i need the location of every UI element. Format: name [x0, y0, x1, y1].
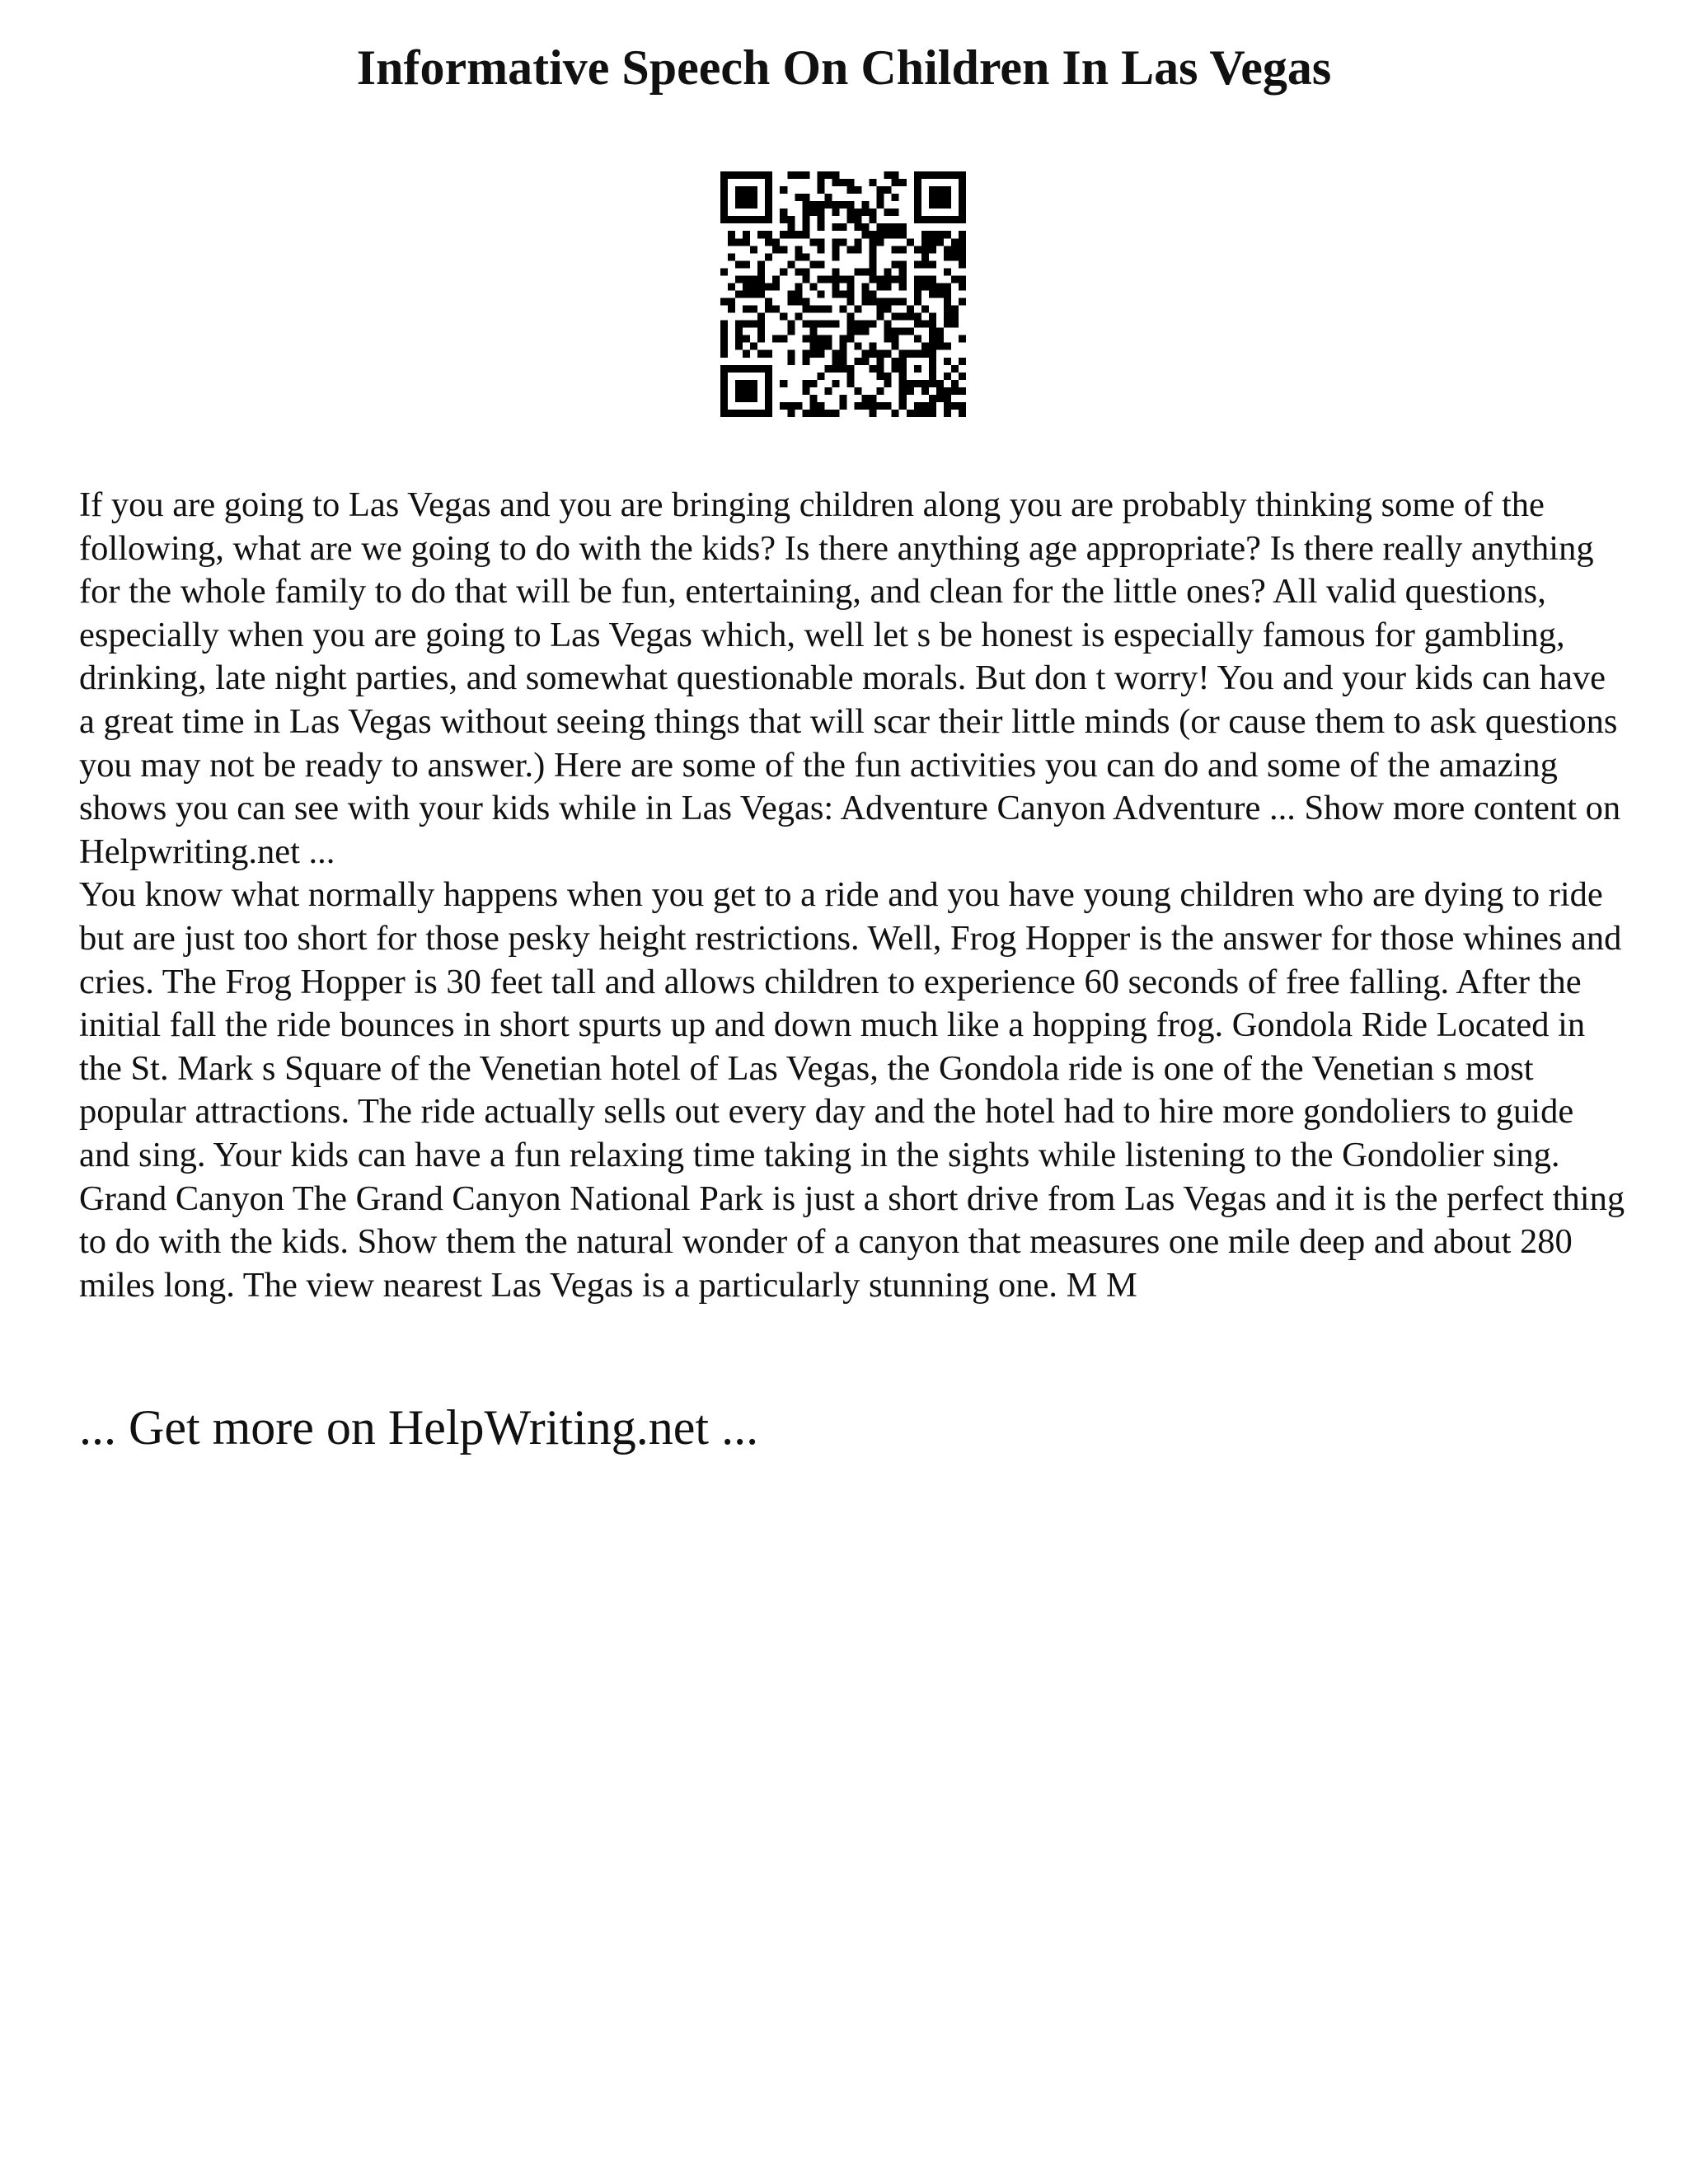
paragraph-attractions: You know what normally happens when you get to a ride and you have young children who are dying to ride but are just too short for those pesky height restrictions. Well, Frog Hopper is the answer for those whines and cries. The Frog Hopper is 30 feet tall and allows children to experience 60 seconds of free falling. After the initial fall the ride bounces in short spurts up and down much like a hopping frog. Gondola Ride Located in the St. Mark s Square of the Venetian hotel of Las Vegas, the Gondola ride is one of the Venetian s most popular attractions. The ride actually sells out every day and the hotel had to hire more gondoliers to guide and sing. Your kids can have a fun relaxing time taking in the sights while listening to the Gondolier sing. Grand Canyon The Grand Canyon National Park is just a short drive from Las Vegas and it is the perfect thing to do with the kids. Show them the natural wonder of a canyon that measures one mile deep and about 280 miles long. The view nearest Las Vegas is a particularly stunning one. M M — [79, 875, 1625, 1305]
qr-code-graphic — [720, 171, 966, 417]
page-title: Informative Speech On Children In Las Vegas — [356, 40, 1332, 95]
get-more-link[interactable]: ... Get more on HelpWriting.net ... — [79, 1400, 759, 1455]
qr-code-icon — [720, 171, 966, 417]
paragraph-intro: If you are going to Las Vegas and you are bringing children along you are probably thinking some of the following, what are we going to do with the kids? Is there anything age appropriate? Is there really anything for the whole family to do that will be fun, entertaining, and clean for the little ones? All valid questions, especially when you are going to Las Vegas which, well let s be honest is especially famous for gambling, drinking, late night parties, and somewhat questionable morals. But don t worry! You and your kids can have a great time in Las Vegas without seeing things that will scar their little minds (or cause them to ask questions you may not be ready to answer.) Here are some of the fun activities you can do and some of the amazing shows you can see with your kids while in Las Vegas: Adventure Canyon Adventure ... Show more content on Helpwriting.net ... — [79, 485, 1621, 871]
article-body — [79, 484, 1629, 1307]
